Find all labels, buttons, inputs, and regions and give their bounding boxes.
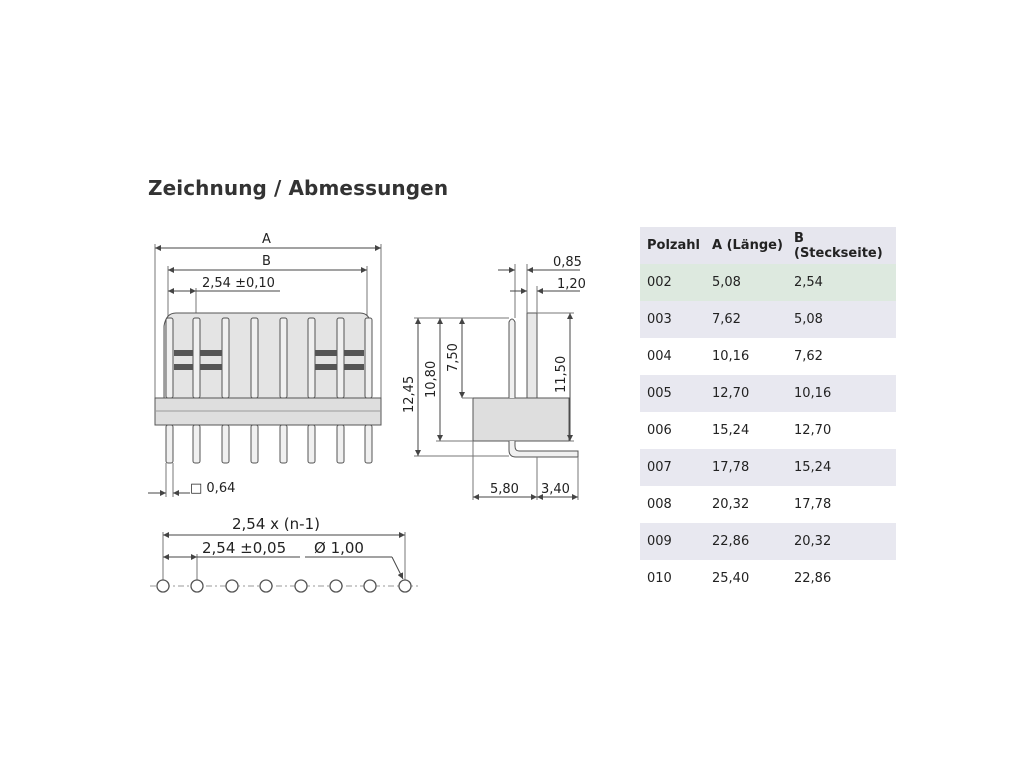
- cell-polzahl: 008: [640, 486, 705, 523]
- cell-polzahl: 004: [640, 338, 705, 375]
- table-row: [640, 301, 896, 338]
- dim-label-pitch-footprint: 2,54 ±0,05: [202, 539, 287, 557]
- dim-label-750: 7,50: [446, 343, 461, 372]
- cell-b: 20,32: [787, 523, 896, 560]
- dim-label-120: 1,20: [557, 277, 586, 292]
- dim-label-pitch: 2,54 ±0,10: [202, 276, 275, 291]
- dim-label-340: 3,40: [541, 482, 570, 497]
- table-row: [640, 449, 896, 486]
- dimension-table: [640, 227, 896, 597]
- cell-polzahl: 010: [640, 560, 705, 597]
- dim-label-total: 2,54 x (n-1): [232, 515, 320, 533]
- cell-b: 10,16: [787, 375, 896, 412]
- table-row: [640, 486, 896, 523]
- cell-a: 20,32: [705, 486, 787, 523]
- cell-a: 7,62: [705, 301, 787, 338]
- table-row: [640, 412, 896, 449]
- dim-label-b: B: [262, 254, 271, 269]
- cell-polzahl: 002: [640, 264, 705, 301]
- cell-b: 5,08: [787, 301, 896, 338]
- col-header-b: B (Steckseite): [787, 227, 896, 264]
- cell-polzahl: 009: [640, 523, 705, 560]
- cell-a: 15,24: [705, 412, 787, 449]
- cell-a: 12,70: [705, 375, 787, 412]
- dim-label-1150: 11,50: [554, 355, 569, 393]
- cell-b: 7,62: [787, 338, 896, 375]
- cell-a: 17,78: [705, 449, 787, 486]
- col-header-polzahl: Polzahl: [640, 227, 705, 264]
- cell-b: 15,24: [787, 449, 896, 486]
- page-title: Zeichnung / Abmessungen: [148, 176, 449, 200]
- cell-a: 22,86: [705, 523, 787, 560]
- cell-polzahl: 007: [640, 449, 705, 486]
- dim-label-1245: 12,45: [402, 375, 417, 413]
- cell-a: 5,08: [705, 264, 787, 301]
- table-row: [640, 523, 896, 560]
- table-row: [640, 375, 896, 412]
- table-row: [640, 560, 896, 597]
- dim-label-a: A: [262, 232, 271, 247]
- dim-label-hole-diameter: Ø 1,00: [314, 539, 364, 557]
- table-row: [640, 338, 896, 375]
- cell-polzahl: 005: [640, 375, 705, 412]
- cell-polzahl: 003: [640, 301, 705, 338]
- cell-b: 2,54: [787, 264, 896, 301]
- table-row: [640, 264, 896, 301]
- dim-label-580: 5,80: [490, 482, 519, 497]
- cell-b: 12,70: [787, 412, 896, 449]
- dim-label-pin-square: □ 0,64: [190, 481, 236, 496]
- cell-b: 22,86: [787, 560, 896, 597]
- cell-b: 17,78: [787, 486, 896, 523]
- cell-a: 10,16: [705, 338, 787, 375]
- cell-a: 25,40: [705, 560, 787, 597]
- dim-label-1080: 10,80: [424, 360, 439, 398]
- dim-label-085: 0,85: [553, 255, 582, 270]
- cell-polzahl: 006: [640, 412, 705, 449]
- col-header-a: A (Länge): [705, 227, 787, 264]
- table-header-row: [640, 227, 896, 264]
